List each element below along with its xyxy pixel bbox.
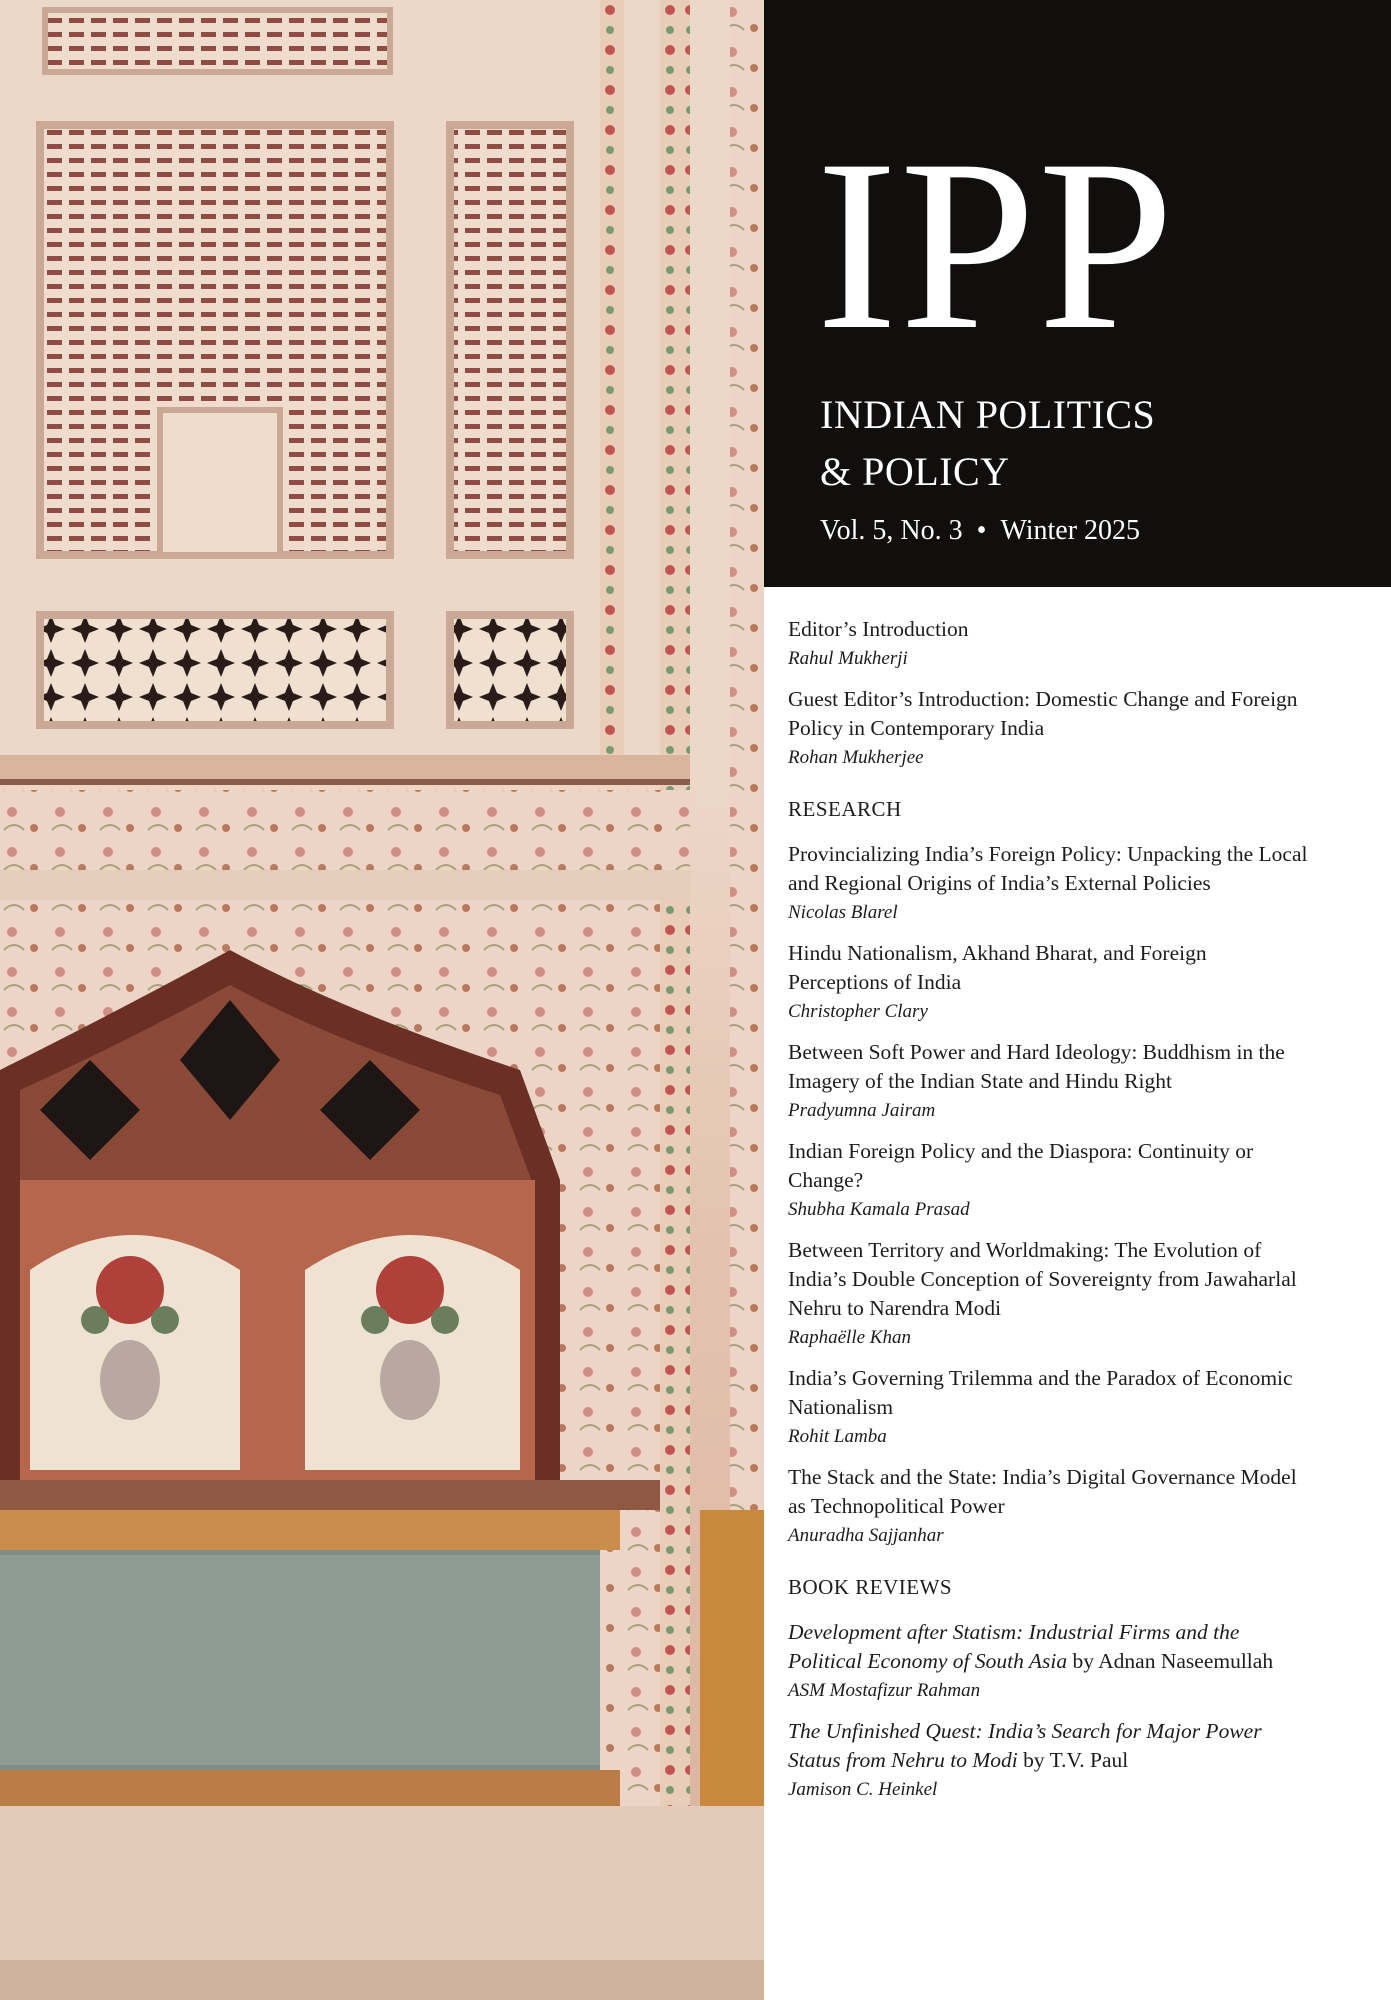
journal-title-line-1: INDIAN POLITICS bbox=[820, 392, 1156, 437]
article-author: Anuradha Sajjanhar bbox=[788, 1525, 944, 1546]
toc-entry bbox=[788, 1463, 1308, 1551]
article-title: Between Territory and Worldmaking: The Evolution of India’s Double Conception of Sovereignty from Jawaharlal Nehru to Narendra Modi bbox=[788, 1238, 1297, 1320]
review-author: ASM Mostafizur Rahman bbox=[788, 1680, 981, 1701]
book-title: The Unfinished Quest: India’s Search for Major Power Status from Nehru to Modi bbox=[788, 1719, 1262, 1772]
journal-title bbox=[820, 386, 1155, 500]
review-title bbox=[788, 1717, 1308, 1775]
journal-title-line-2: & POLICY bbox=[820, 449, 1010, 494]
toc-entry bbox=[788, 1137, 1308, 1225]
article-author: Raphaëlle Khan bbox=[788, 1327, 911, 1348]
toc-entry-guest-intro bbox=[788, 685, 1308, 773]
table-of-contents bbox=[788, 615, 1308, 1816]
book-title: Development after Statism: Industrial Firms and the Political Economy of South Asia bbox=[788, 1620, 1240, 1673]
article-title: Hindu Nationalism, Akhand Bharat, and Foreign Perceptions of India bbox=[788, 941, 1207, 994]
article-author: Christopher Clary bbox=[788, 1001, 928, 1022]
article-title: Editor’s Introduction bbox=[788, 617, 969, 641]
toc-entry bbox=[788, 1038, 1308, 1126]
review-entry bbox=[788, 1717, 1308, 1805]
article-title: Provincializing India’s Foreign Policy: Unpacking the Local and Regional Origins of India’s External Policies bbox=[788, 842, 1308, 895]
journal-logo: IPP bbox=[816, 109, 1177, 380]
section-heading-research: RESEARCH bbox=[788, 797, 902, 821]
toc-entry-editors-intro bbox=[788, 615, 1308, 674]
book-author: by T.V. Paul bbox=[1017, 1748, 1129, 1772]
review-author: Jamison C. Heinkel bbox=[788, 1779, 938, 1800]
article-author: Rahul Mukherji bbox=[788, 648, 908, 669]
issue-info bbox=[820, 515, 1140, 547]
article-author: Rohit Lamba bbox=[788, 1426, 887, 1447]
article-title: The Stack and the State: India’s Digital Governance Model as Technopolitical Power bbox=[788, 1465, 1297, 1518]
article-author: Pradyumna Jairam bbox=[788, 1100, 936, 1121]
separator-dot: • bbox=[976, 515, 987, 546]
book-author: by Adnan Naseemullah bbox=[1067, 1649, 1274, 1673]
masthead bbox=[764, 0, 1391, 587]
section-heading-book-reviews: BOOK REVIEWS bbox=[788, 1575, 953, 1599]
volume-number: Vol. 5, No. 3 bbox=[820, 515, 963, 546]
article-author: Nicolas Blarel bbox=[788, 902, 898, 923]
toc-entry bbox=[788, 840, 1308, 928]
review-entry bbox=[788, 1618, 1308, 1706]
toc-entry bbox=[788, 1364, 1308, 1452]
article-author: Shubha Kamala Prasad bbox=[788, 1199, 970, 1220]
toc-entry bbox=[788, 939, 1308, 1027]
article-author: Rohan Mukherjee bbox=[788, 747, 924, 768]
article-title: Between Soft Power and Hard Ideology: Buddhism in the Imagery of the Indian State and Hindu Right bbox=[788, 1040, 1285, 1093]
review-title bbox=[788, 1618, 1308, 1676]
toc-entry bbox=[788, 1236, 1308, 1353]
issue-season: Winter 2025 bbox=[1000, 515, 1141, 546]
article-title: India’s Governing Trilemma and the Paradox of Economic Nationalism bbox=[788, 1366, 1293, 1419]
article-title: Guest Editor’s Introduction: Domestic Change and Foreign Policy in Contemporary India bbox=[788, 687, 1298, 740]
article-title: Indian Foreign Policy and the Diaspora: Continuity or Change? bbox=[788, 1139, 1254, 1192]
